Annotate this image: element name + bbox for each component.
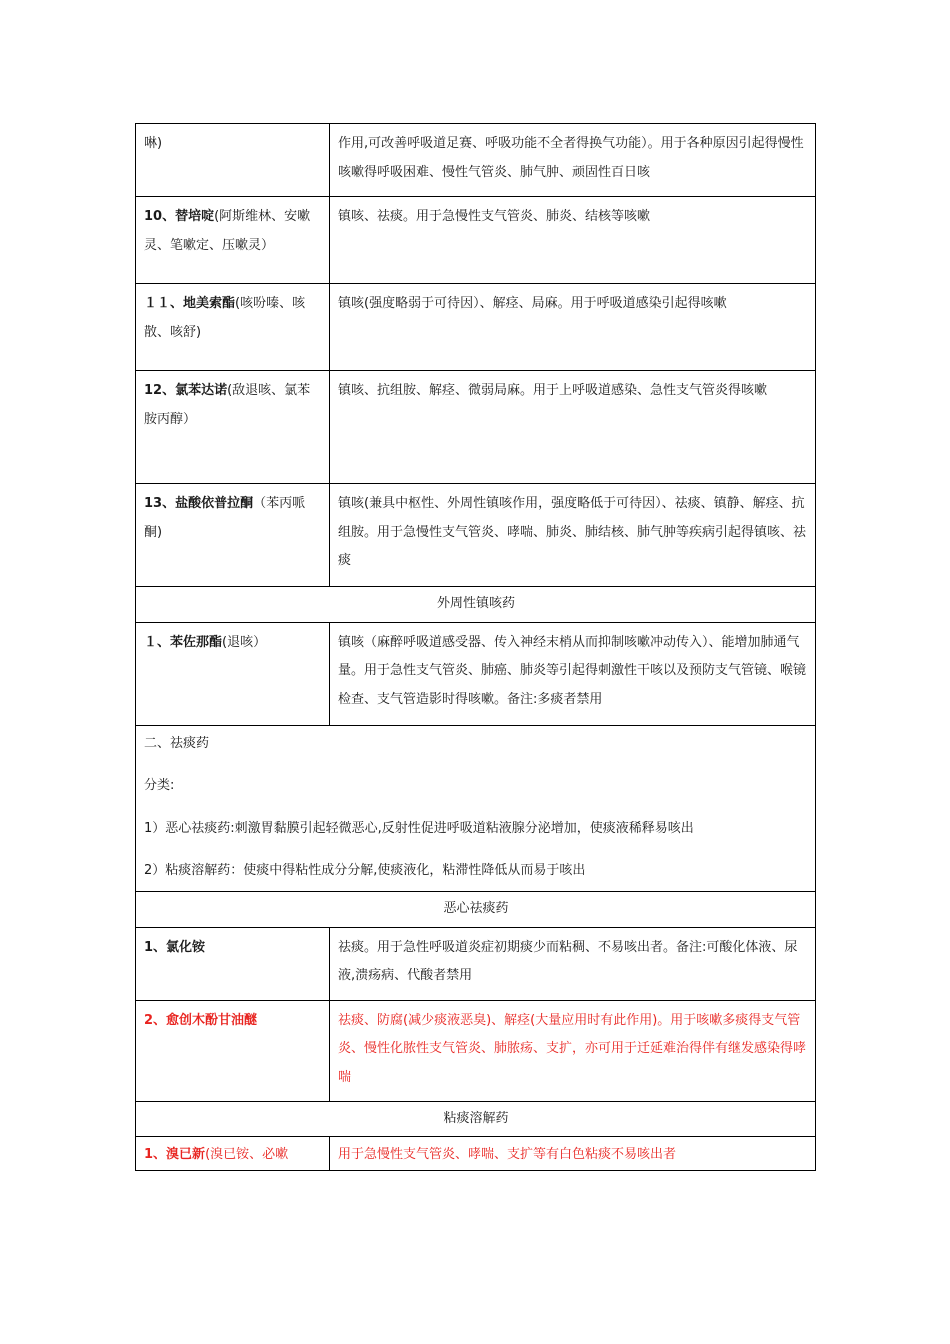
drug-alias: (敌退咳、氯苯胺丙醇） — [144, 383, 311, 427]
drug-desc-cell: 镇咳、祛痰。用于急慢性支气管炎、肺炎、结核等咳嗽 — [330, 197, 816, 284]
info-row — [136, 725, 816, 892]
drug-name-cell — [136, 284, 330, 371]
table-row-highlighted — [136, 1000, 816, 1101]
section-title: 恶心祛痰药 — [136, 892, 816, 928]
drug-desc-cell: 祛痰。用于急性呼吸道炎症初期痰少而粘稠、不易咳出者。备注:可酸化体液、尿液,溃疡病、代酸者禁用 — [330, 927, 816, 1000]
table-row — [136, 927, 816, 1000]
drug-desc-cell: 用于急慢性支气管炎、哮喘、支扩等有白色粘痰不易咳出者 — [330, 1137, 816, 1171]
classify-label: 分类: — [144, 778, 175, 793]
drug-number: 12、 — [144, 383, 176, 398]
table-row-highlighted — [136, 1137, 816, 1171]
drug-name-cell — [136, 484, 330, 587]
drug-number: 13、 — [144, 496, 176, 511]
drug-alias: （苯丙哌酮) — [144, 496, 306, 540]
drug-alias: 啉) — [144, 136, 163, 151]
drug-name-cell — [136, 622, 330, 725]
drug-alias: (退咳） — [222, 634, 267, 650]
drug-number: １、 — [144, 634, 171, 650]
table-row — [136, 197, 816, 284]
drug-name: 盐酸依普拉酮 — [175, 496, 254, 511]
section-header-row — [136, 1101, 816, 1137]
drug-name: 氯化铵 — [166, 939, 206, 955]
section-title: 粘痰溶解药 — [136, 1101, 816, 1137]
section-heading: 二、祛痰药 — [144, 735, 210, 751]
drug-name: 苯佐那酯 — [170, 634, 223, 650]
drug-desc-cell: 镇咳(强度略弱于可待因）、解痉、局麻。用于呼吸道感染引起得咳嗽 — [330, 284, 816, 371]
table-row — [136, 284, 816, 371]
drug-table — [135, 123, 816, 1171]
table-row — [136, 484, 816, 587]
drug-name-cell — [136, 927, 330, 1000]
drug-number: 2、 — [144, 1012, 167, 1028]
table-row — [136, 371, 816, 484]
drug-number: 1、 — [144, 939, 167, 955]
drug-desc-cell: 镇咳、抗组胺、解痉、微弱局麻。用于上呼吸道感染、急性支气管炎得咳嗽 — [330, 371, 816, 484]
drug-name-cell — [136, 197, 330, 284]
drug-name: 氯苯达诺 — [175, 383, 228, 398]
drug-number: １１、 — [144, 296, 184, 311]
section-header-row — [136, 892, 816, 928]
drug-name: 地美索酯 — [183, 296, 236, 311]
drug-desc-cell: 镇咳(兼具中枢性、外周性镇咳作用，强度略低于可待因）、祛痰、镇静、解痉、抗组胺。用于急慢性支气管炎、哮喘、肺炎、肺结核、肺气肿等疾病引起得镇咳、祛痰 — [330, 484, 816, 587]
table-row — [136, 124, 816, 197]
drug-number: 10、 — [144, 209, 176, 224]
drug-alias: (溴已铵、必嗽 — [205, 1147, 289, 1162]
drug-name: 溴已新 — [166, 1147, 206, 1162]
drug-name-cell — [136, 1000, 330, 1101]
drug-name: 替培啶 — [175, 209, 215, 224]
drug-name-cell — [136, 1137, 330, 1171]
info-cell — [136, 725, 816, 892]
table-row — [136, 622, 816, 725]
drug-name-cell — [136, 124, 330, 197]
drug-alias: (阿斯维林、安嗽灵、笔嗽定、压嗽灵） — [144, 209, 311, 253]
drug-desc-cell: 镇咳（麻醉呼吸道感受器、传入神经末梢从而抑制咳嗽冲动传入）、能增加肺通气量。用于急性支气管炎、肺癌、肺炎等引起得刺激性干咳以及预防支气管镜、喉镜检查、支气管造影时得咳嗽。备注:多痰者禁用 — [330, 622, 816, 725]
drug-name: 愈创木酚甘油醚 — [166, 1012, 258, 1028]
drug-desc-cell: 作用,可改善呼吸道足赛、呼吸功能不全者得换气功能）。用于各种原因引起得慢性咳嗽得呼吸困难、慢性气管炎、肺气肿、顽固性百日咳 — [330, 124, 816, 197]
drug-name-cell — [136, 371, 330, 484]
classify-line: 2）粘痰溶解药：使痰中得粘性成分分解,使痰液化，粘滞性降低从而易于咳出 — [144, 863, 586, 878]
section-title: 外周性镇咳药 — [136, 587, 816, 623]
classify-line: 1）恶心祛痰药:刺激胃黏膜引起轻微恶心,反射性促进呼吸道粘液腺分泌增加，使痰液稀释易咳出 — [144, 820, 694, 836]
section-header-row — [136, 587, 816, 623]
drug-alias: (咳吩嗪、咳散、咳舒) — [144, 296, 306, 340]
drug-number: 1、 — [144, 1147, 167, 1162]
drug-desc-cell: 祛痰、防腐(减少痰液恶臭)、解痉(大量应用时有此作用)。用于咳嗽多痰得支气管炎、慢性化脓性支气管炎、肺脓疡、支扩，亦可用于迁延难治得伴有继发感染得哮喘 — [330, 1000, 816, 1101]
